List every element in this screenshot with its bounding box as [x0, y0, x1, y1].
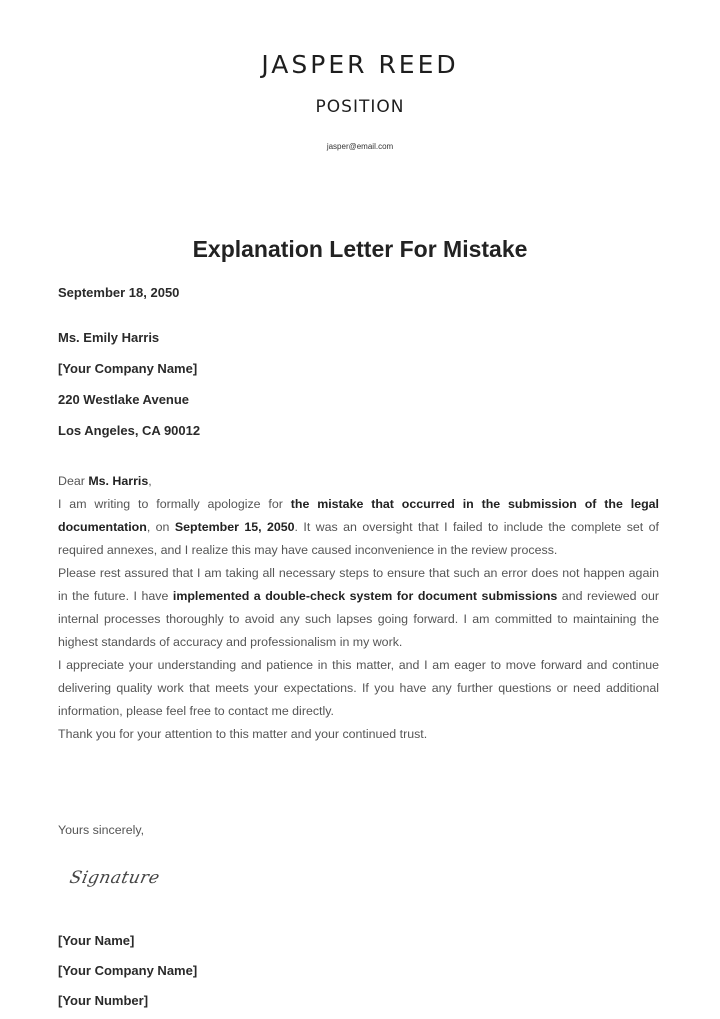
- letter-body: [58, 493, 659, 746]
- body-paragraph-1: [58, 493, 659, 562]
- greeting-prefix: Dear: [58, 474, 89, 488]
- paragraph-bold-text: implemented a double-check system for document submissions: [172, 589, 558, 603]
- paragraph-text: and reviewed our internal processes thoroughly to avoid any such lapses going forward. I am committed to maintaining the highest standards of accuracy and professionalism in my work.: [58, 589, 659, 649]
- sender-company-placeholder: [Your Company Name]: [58, 963, 198, 978]
- body-paragraph-3: I appreciate your understanding and patience in this matter, and I am eager to move forward and continue delivering quality work that meets your expectations. If you have any further questions or need additional information, please feel free to contact me directly.: [58, 658, 659, 718]
- greeting-suffix: ,: [148, 474, 152, 488]
- sender-email: jasper@email.com: [326, 142, 394, 151]
- closing-phrase: Yours sincerely,: [58, 823, 145, 837]
- paragraph-text: , on: [146, 520, 175, 534]
- paragraph-bold-text: the mistake that occurred in the submission of the legal documentation: [58, 497, 659, 534]
- recipient-company: [Your Company Name]: [58, 361, 198, 376]
- paragraph-text: I am writing to formally apologize for: [58, 497, 291, 511]
- sender-name-placeholder: [Your Name]: [58, 933, 135, 948]
- body-paragraph-4: Thank you for your attention to this matter and your continued trust.: [58, 727, 428, 741]
- recipient-street: 220 Westlake Avenue: [58, 392, 190, 407]
- recipient-city: Los Angeles, CA 90012: [58, 423, 201, 438]
- recipient-name: Ms. Emily Harris: [58, 330, 160, 345]
- body-paragraph-2: [58, 562, 659, 654]
- letter-title: Explanation Letter For Mistake: [192, 236, 528, 262]
- paragraph-bold-date: September 15, 2050: [174, 520, 295, 534]
- sender-name-heading: JASPER REED: [261, 50, 459, 79]
- letter-date: September 18, 2050: [58, 285, 180, 300]
- paragraph-text: Please rest assured that I am taking all necessary steps to ensure that such an error does not happen again in the future. I have: [58, 566, 659, 603]
- greeting: [58, 470, 659, 493]
- greeting-name: Ms. Harris: [88, 474, 149, 488]
- paragraph-text: . It was an oversight that I failed to include the complete set of required annexes, and I realize this may have caused inconvenience in the review process.: [58, 520, 659, 557]
- sender-number-placeholder: [Your Number]: [58, 993, 149, 1008]
- signature-image: Signature: [67, 868, 162, 888]
- sender-position: POSITION: [315, 97, 405, 117]
